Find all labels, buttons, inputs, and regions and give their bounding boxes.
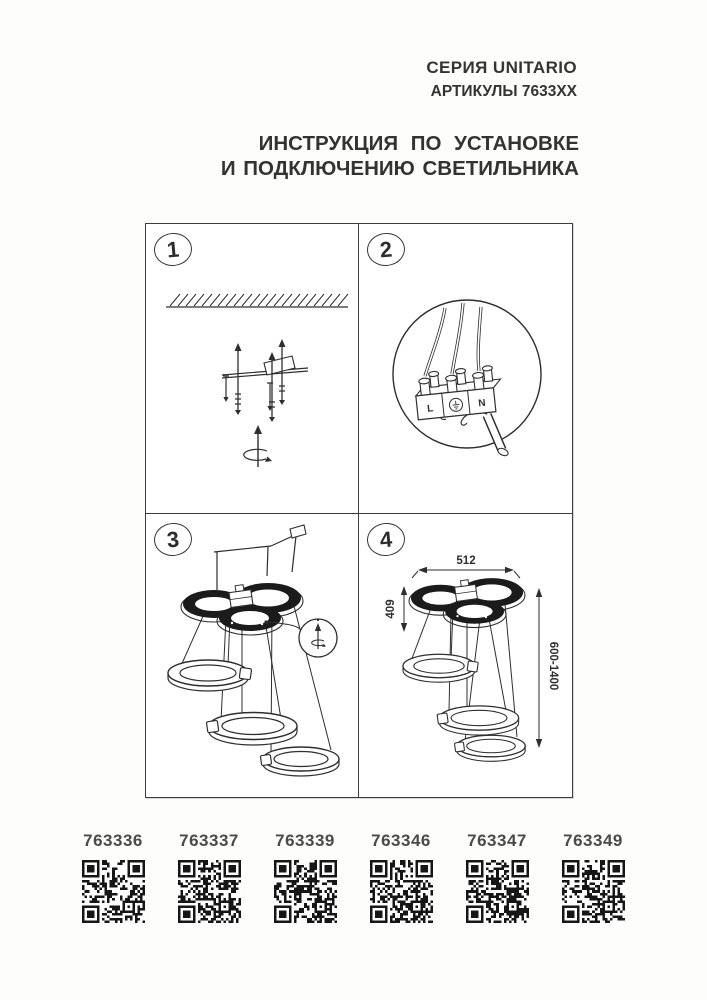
screw-icon — [235, 343, 242, 415]
articles-subtitle: АРТИКУЛЫ 7633XX — [430, 83, 577, 100]
step-1-panel — [146, 224, 359, 514]
qr-code — [274, 860, 337, 923]
page-title — [221, 131, 579, 181]
dimension-width — [412, 555, 520, 578]
dimension-height-range — [536, 588, 559, 748]
light-ring — [168, 660, 252, 691]
series-title: СЕРИЯ UNITARIO — [426, 58, 577, 77]
page-title-line1: ИНСТРУКЦИЯ ПО УСТАНОВКЕ — [258, 132, 579, 155]
step-4-panel — [359, 514, 572, 797]
article-code: 763347 — [467, 831, 527, 850]
qr-code — [370, 860, 433, 923]
light-ring — [403, 654, 478, 682]
light-ring — [454, 735, 525, 761]
article-code: 763346 — [371, 831, 431, 850]
screw-icon — [223, 376, 229, 402]
dim-range-label: 600-1400 — [547, 641, 559, 691]
article-item — [257, 831, 353, 923]
light-ring — [437, 706, 519, 735]
article-code: 763339 — [275, 831, 335, 850]
step-3-panel — [146, 514, 359, 797]
step-2-panel — [359, 224, 572, 514]
step-4-number: 4 — [366, 521, 407, 557]
article-item — [65, 831, 161, 923]
dim-canopy-label: 409 — [385, 599, 397, 619]
terminal-label-live: L — [426, 403, 434, 415]
qr-code — [562, 860, 625, 923]
article-list — [65, 831, 641, 923]
canopy — [181, 583, 303, 635]
dim-width-label: 512 — [456, 555, 476, 567]
header — [426, 58, 577, 101]
qr-code — [82, 860, 145, 923]
page-title-line2: И ПОДКЛЮЧЕНИЮ СВЕТИЛЬНИКА — [220, 157, 579, 180]
dimensioned-drawing — [359, 514, 573, 799]
ceiling-hatch — [166, 294, 348, 307]
chandelier-assembly-drawing — [146, 514, 359, 799]
article-item — [161, 831, 257, 923]
dimension-canopy-height — [385, 586, 407, 632]
mounting-bracket-drawing — [222, 339, 308, 422]
article-code: 763337 — [179, 831, 239, 850]
mounting-bracket — [214, 525, 306, 590]
article-item — [545, 831, 641, 923]
steps-grid — [145, 223, 573, 798]
article-item — [449, 831, 545, 923]
step-2-number: 2 — [366, 231, 407, 267]
wiring-detail-drawing — [359, 224, 573, 512]
article-code: 763349 — [563, 831, 623, 850]
article-code: 763336 — [83, 831, 143, 850]
light-ring — [260, 747, 339, 776]
qr-code — [466, 860, 529, 923]
step-3-number: 3 — [153, 521, 194, 557]
ceiling-bracket-drawing — [146, 224, 359, 512]
rotate-direction-icon — [244, 425, 272, 467]
article-item — [353, 831, 449, 923]
detail-circle — [393, 300, 541, 448]
qr-code — [178, 860, 241, 923]
terminal-label-neutral: N — [477, 397, 487, 410]
light-ring — [206, 713, 297, 746]
step-1-number: 1 — [153, 231, 194, 267]
